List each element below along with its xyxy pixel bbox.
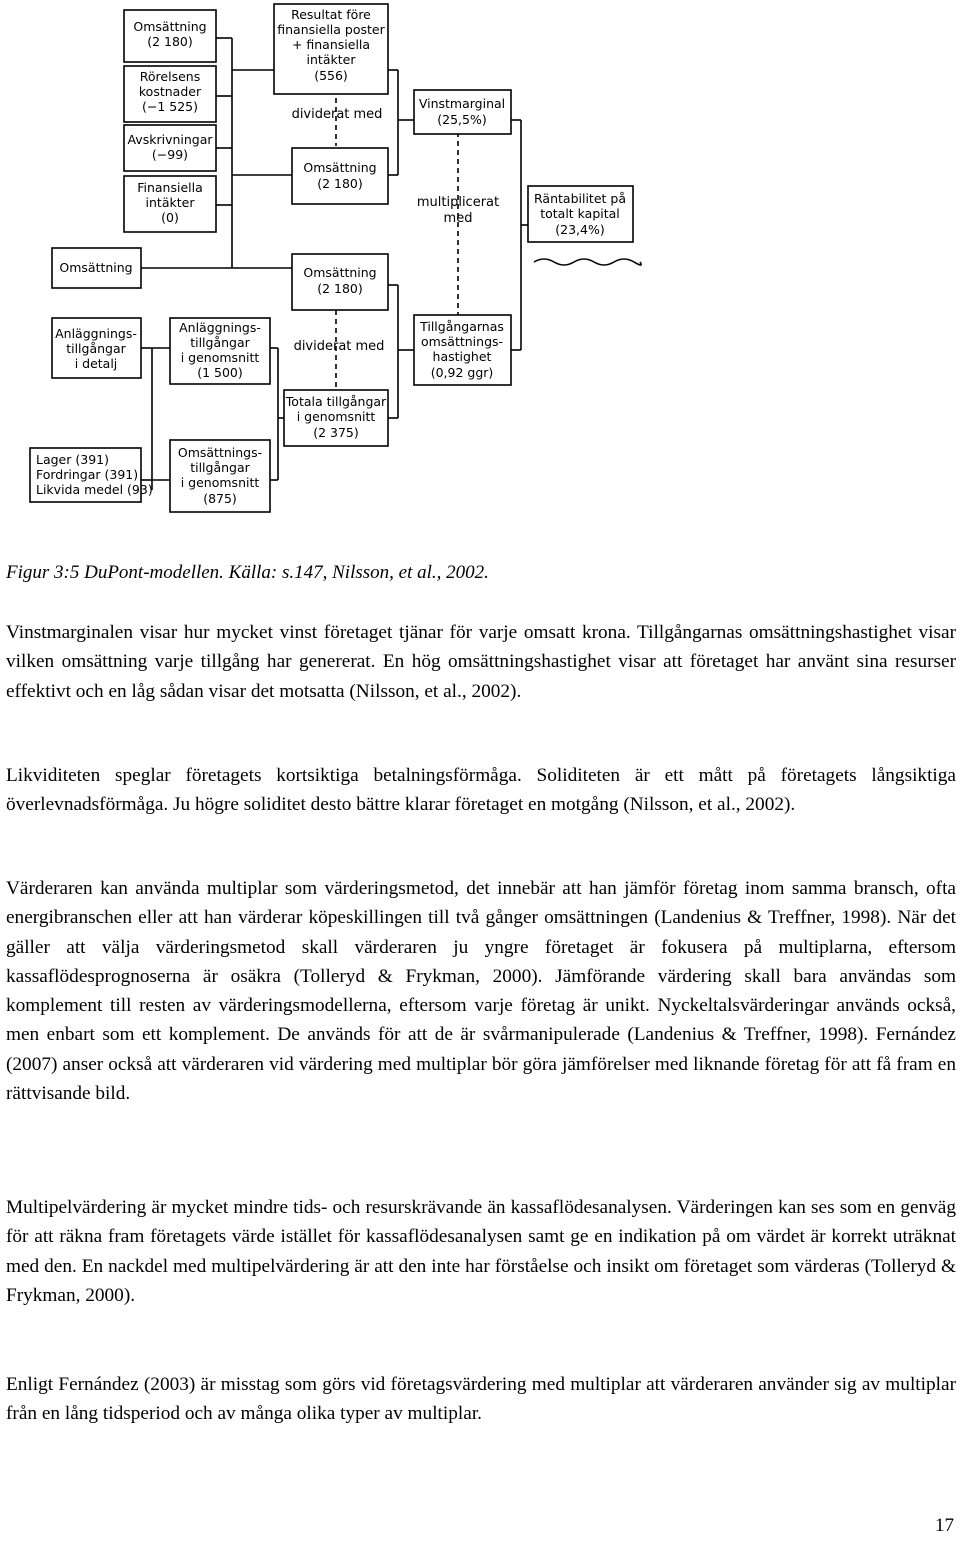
box-lager-text: Lager (391) Fordringar (391) Likvida medel (93) [36,452,153,497]
paragraph-likviditet: Likviditeten speglar företagets kortsiktiga betalningsförmåga. Soliditeten är ett mått på företagets långsiktiga överlevnadsförmåga. Ju högre soliditet desto bättre klarar företaget en motgång (Nilsson, et al., 2002). [6,765,956,816]
box-omsattning-low-text: Omsättning (2 180) [303,265,377,296]
box-omsattning-top-text: Omsättning (2 180) [133,19,207,49]
box-avskrivningar-text: Avskrivningar (−99) [127,132,213,162]
box-rorelsens-kostnader-text: Rörelsens kostnader (−1 525) [138,69,202,114]
box-omsattning-left-text: Omsättning [59,260,133,275]
label-dividerat-med-top: dividerat med [291,107,383,122]
wavy-line [534,259,641,265]
box-anl-detalj-text: Anläggnings-tillgångar i detalj [55,326,137,371]
label-dividerat-med-low: dividerat med [293,339,385,354]
dupont-diagram [0,0,960,545]
box-oms-tillgangar-text: Omsättnings-tillgångar i genomsnitt (875) [177,445,263,506]
paragraph-multipelvardering: Multipelvärdering är mycket mindre tids- och resurskrävande än kassaflödesanalysen. Värderingen kan ses som en genväg för att räkna fram företagets värde istället för kassaflödesanalysen samt ge en indikation på om värdet är korrekt uträknat med den. En nackdel med multipelvärdering är att den inte har förståelse och insikt om företaget som värderas (Tolleryd & Frykman, 2000). [6,1197,956,1306]
paragraph-multiplar: Värderaren kan använda multiplar som värderingsmetod, det innebär att han jämför företag inom samma bransch, ofta energibranschen eller att han värderar köpeskillingen till två gånger omsättningen (Landenius & Treffner, 1998). När det gäller att välja värderingsmetod skall värderaren ju yngre företaget är fokusera på multiplarna, eftersom kassaflödesprognoserna är osäkra (Tolleryd & Frykman, 2000). Jämförande värdering skall bara användas som komplement till resten av värderingsmodellerna, eftersom varje företag är unikt. Nyckeltalsvärderingar används också, men enbart som ett komplement. De används för att de är svårmanipulerade (Landenius & Treffner, 1998). Fernández (2007) anser också att värderaren vid värdering med multiplar bör göra jämförelser med liknande företag för att få fram en rättvisande bild. [6,878,956,1105]
paragraph-fernandez: Enligt Fernández (2003) är misstag som görs vid företagsvärdering med multiplar att värderaren använder sig av multiplar från en lång tidsperiod och av många olika typer av multiplar. [6,1374,956,1425]
figure-caption: Figur 3:5 DuPont-modellen. Källa: s.147, Nilsson, et al., 2002. [6,562,489,583]
box-rantabilitet-text: Räntabilitet på totalt kapital (23,4%) [534,191,626,237]
box-anl-genomsnitt-text: Anläggnings-tillgångar i genomsnitt (1 500) [179,320,261,380]
page-number: 17 [935,1515,954,1536]
box-finansiella-intakter-text: Finansiella intäkter (0) [137,180,203,225]
box-tillgangarnas-oms-text: Tillgångarnas omsättnings-hastighet (0,92 ggr) [420,319,504,380]
paragraph-vinstmarginal: Vinstmarginalen visar hur mycket vinst företaget tjänar för varje omsatt krona. Tillgångarnas omsättningshastighet visar vilken omsättning varje tillgång har genererat. En hög omsättningshastighet visar att företaget har använt sina resurser effektivt och en låg sådan visar det motsatta (Nilsson, et al., 2002). [6,622,956,702]
box-totala-tillgangar-text: Totala tillgångar i genomsnitt (2 375) [285,394,387,440]
box-vinstmarginal-text: Vinstmarginal (25,5%) [418,96,506,127]
box-resultat-text: Resultat före finansiella poster + finansiella intäkter (556) [277,7,385,83]
box-omsattning-mid-text: Omsättning (2 180) [303,160,377,191]
label-multiplicerat-med: multiplicerat med [416,195,500,226]
